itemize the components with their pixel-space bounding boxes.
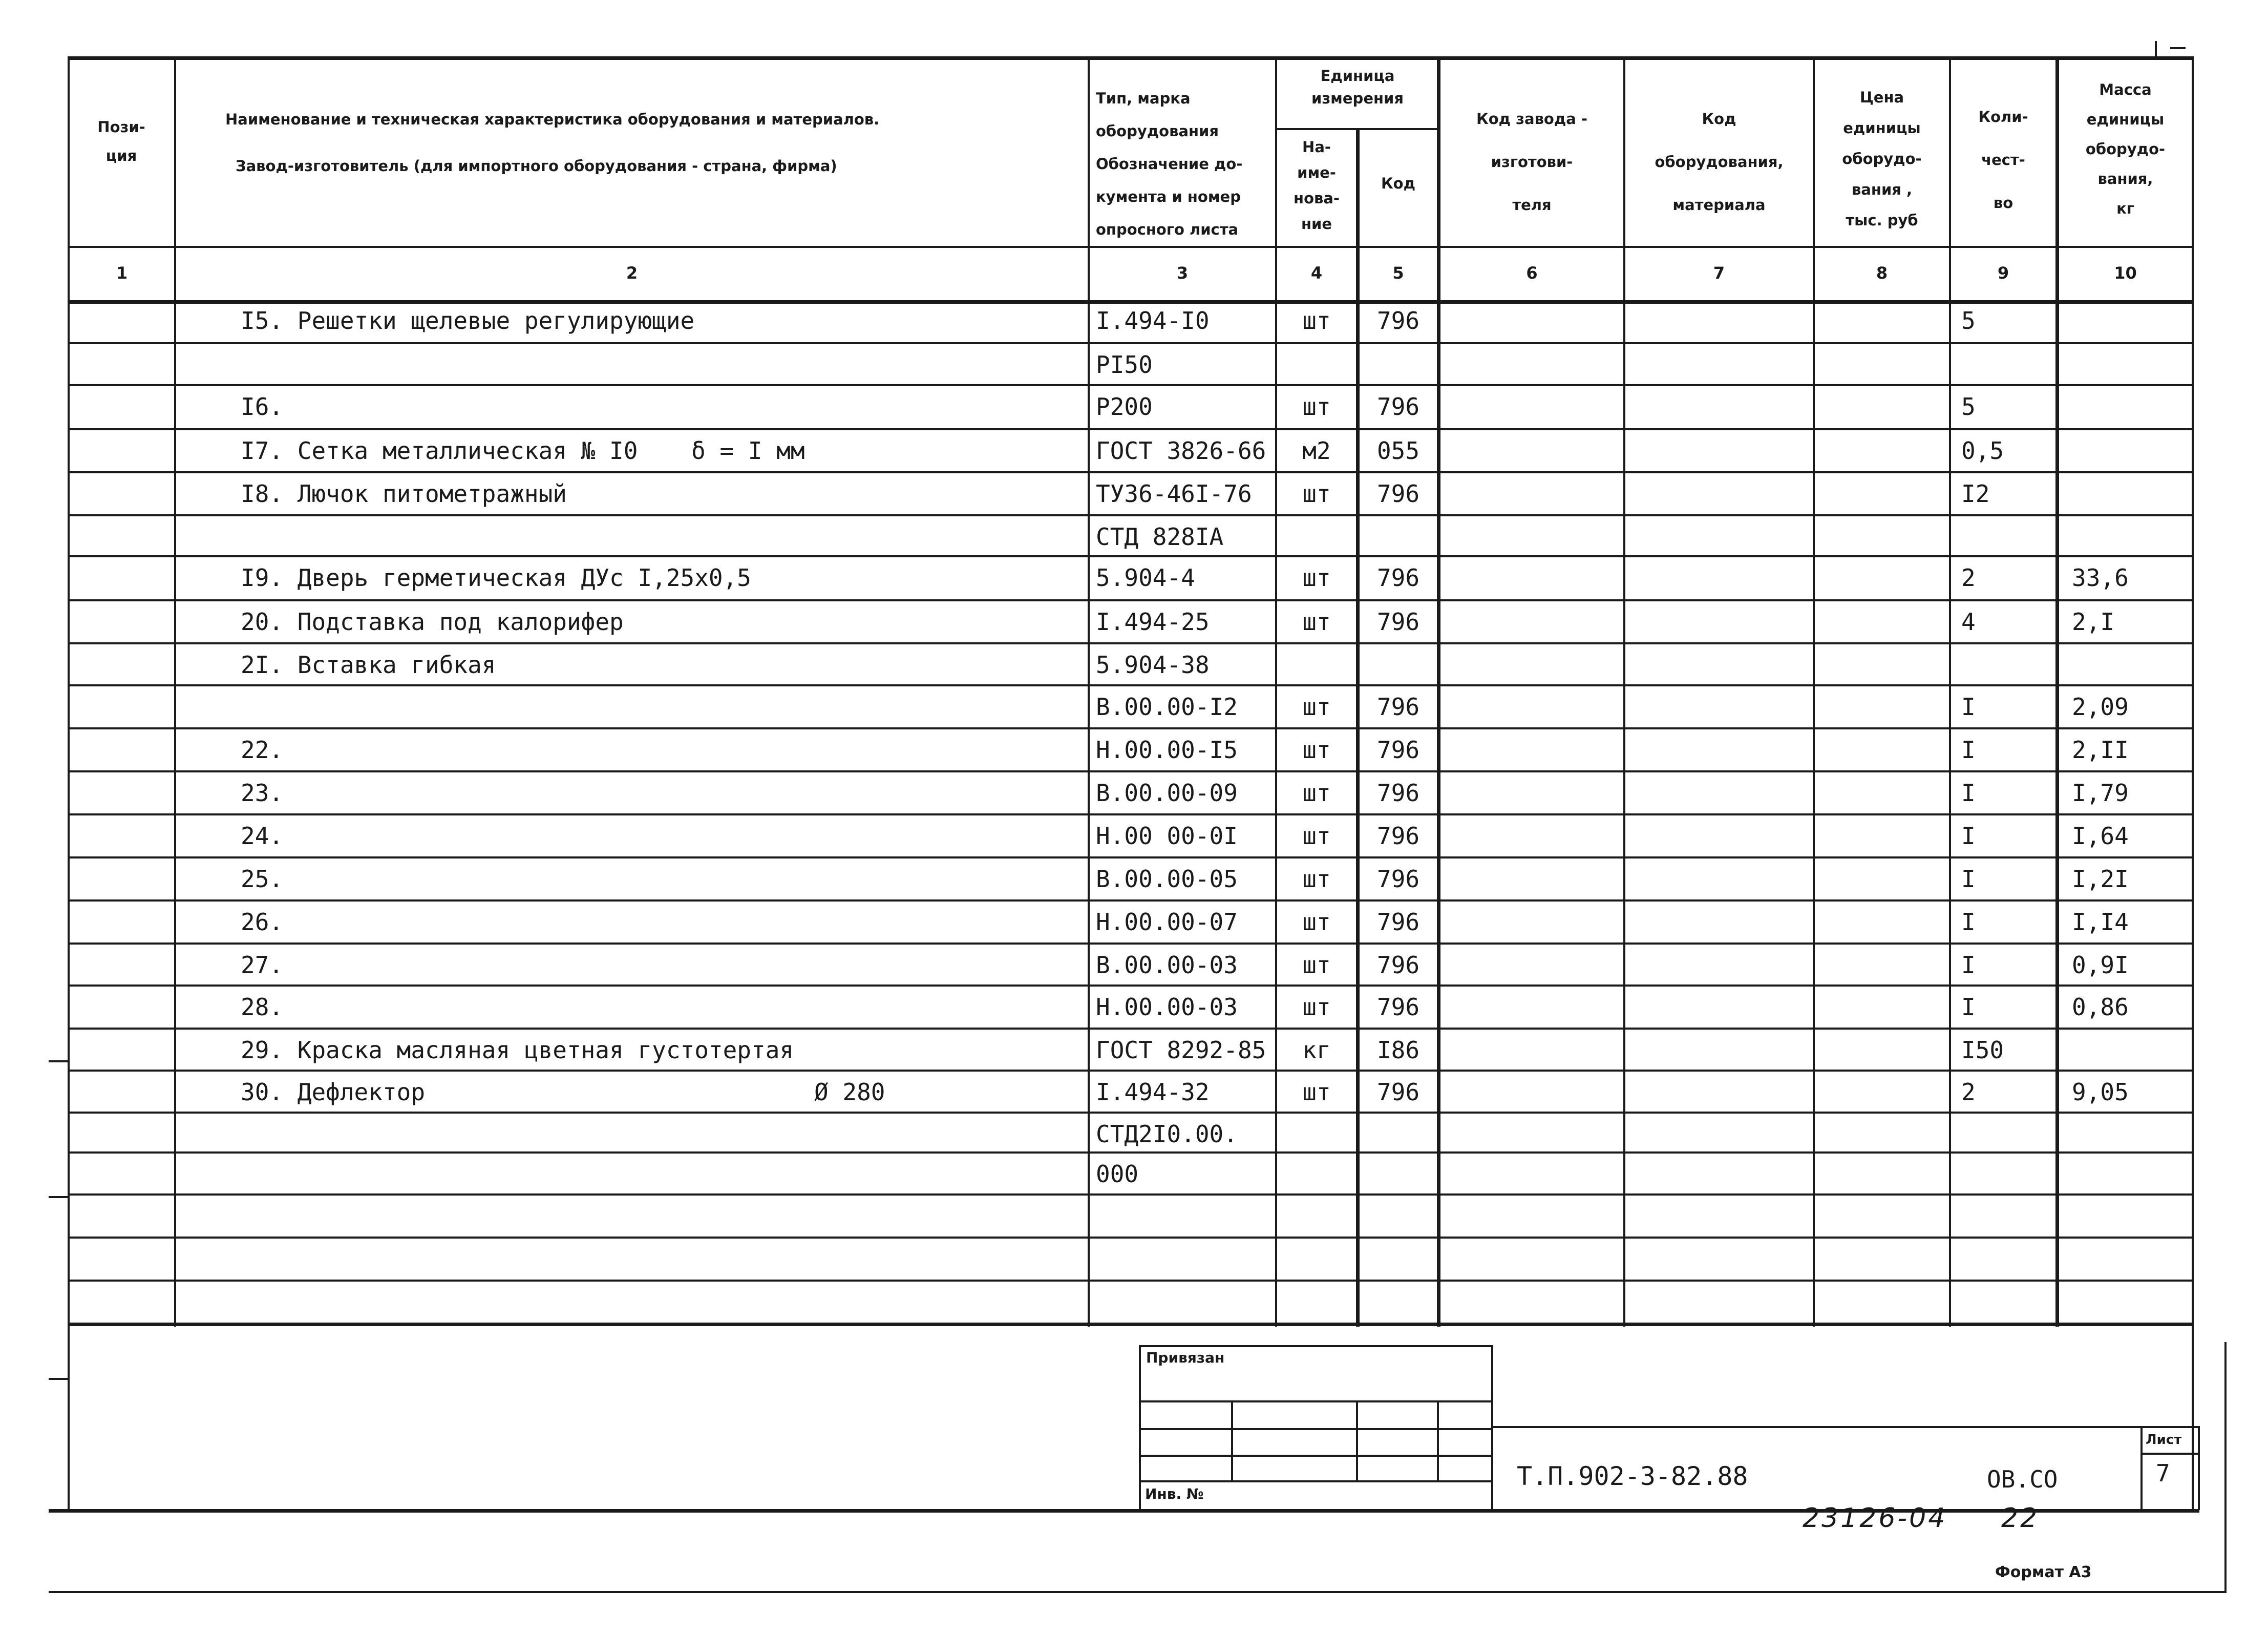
document-code: Т.П.902-3-82.88 [1517, 1461, 1748, 1491]
header-type-line5: опросного листа [1096, 221, 1239, 238]
cell-type: 5.904-38 [1096, 651, 1210, 679]
cell-code: I86 [1376, 1036, 1420, 1064]
cell-type: 000 [1096, 1160, 1139, 1188]
cell-unit: шт [1302, 779, 1331, 807]
column-number: 3 [1176, 263, 1189, 283]
cell-qty: 2 [1961, 564, 1976, 592]
row-separator [68, 471, 2194, 473]
cell-code: 796 [1376, 736, 1420, 764]
header-qty-line2: чест- [1981, 151, 2025, 169]
cell-type: СТД2I0.00. [1096, 1120, 1238, 1148]
cell-code: 796 [1376, 480, 1420, 508]
cell-name: 2I. Вставка гибкая [241, 651, 496, 679]
header-mass-line2: единицы [2086, 111, 2165, 128]
cell-qty: 4 [1961, 608, 1976, 636]
header-unit-line2: измерения [1311, 90, 1404, 107]
cell-qty: I [1961, 951, 1976, 979]
cell-name: I7. Сетка металлическая № I0 [241, 437, 638, 465]
cell-unit: шт [1302, 822, 1331, 850]
cell-qty: I [1961, 736, 1976, 764]
cell-code: 796 [1376, 564, 1420, 592]
cell-type: B.00.00-03 [1096, 951, 1238, 979]
cell-unit: шт [1302, 393, 1331, 421]
cell-type: B.00.00-09 [1096, 779, 1238, 807]
cell-type: 5.904-4 [1096, 564, 1195, 592]
cell-unit: шт [1302, 693, 1331, 721]
column-number: 8 [1876, 263, 1888, 283]
cell-mass: 2,I [2072, 608, 2115, 636]
column-number: 6 [1526, 263, 1538, 283]
cell-qty: I [1961, 993, 1976, 1021]
cell-type: ТУ36-46I-76 [1096, 480, 1252, 508]
sheet-label: Лист [2146, 1432, 2182, 1448]
cell-code: 796 [1376, 1078, 1420, 1106]
cell-unit: м2 [1302, 437, 1331, 465]
cell-unit: кг [1302, 1036, 1331, 1064]
cell-mass: I,2I [2072, 865, 2129, 893]
row-separator [68, 899, 2194, 902]
cell-unit: шт [1302, 736, 1331, 764]
header-unit-name-line4: ние [1301, 215, 1332, 233]
header-mass-line4: вания, [2097, 170, 2153, 187]
cell-mass: I,I4 [2072, 908, 2129, 936]
cell-unit: шт [1302, 608, 1331, 636]
row-separator [68, 342, 2194, 344]
cell-type: H.00 00-0I [1096, 822, 1238, 850]
column-number: 10 [2114, 263, 2137, 283]
cell-type: ГОСТ 8292-85 [1096, 1036, 1266, 1064]
cell-code: 796 [1376, 865, 1420, 893]
cell-mass: 0,86 [2072, 993, 2129, 1021]
header-price-line3: оборудо- [1842, 150, 1922, 167]
header-unit-name-line2: име- [1297, 164, 1336, 181]
cell-code: 055 [1376, 437, 1420, 465]
cell-unit: шт [1302, 480, 1331, 508]
column-number: 7 [1713, 263, 1725, 283]
column-number: 1 [116, 263, 128, 283]
column-number: 5 [1392, 263, 1404, 283]
header-type-line3: Обозначение до- [1096, 155, 1243, 173]
row-separator [68, 555, 2194, 557]
row-separator [68, 1237, 2194, 1239]
column-number: 9 [1997, 263, 2009, 283]
cell-qty: 0,5 [1961, 437, 2004, 465]
row-separator [68, 1070, 2194, 1072]
cell-type: H.00.00-03 [1096, 993, 1238, 1021]
section-code: ОВ.СО [1987, 1465, 2058, 1493]
header-equipment-code-line1: Код [1702, 110, 1736, 128]
header-price-line2: единицы [1843, 119, 1921, 137]
cell-name: 25. [241, 865, 284, 893]
bound-label: Привязан [1146, 1349, 1225, 1366]
column-number: 2 [626, 263, 638, 283]
page-number: 22 [2001, 1503, 2040, 1534]
header-equipment-code-line3: материала [1672, 196, 1766, 214]
cell-qty: I [1961, 865, 1976, 893]
header-name-line1: Наименование и техническая характеристика оборудования и материалов. [225, 111, 880, 128]
column-number: 4 [1310, 263, 1323, 283]
cell-extra: Ø 280 [814, 1078, 885, 1106]
cell-type: ГОСТ 3826-66 [1096, 437, 1266, 465]
row-separator [68, 1028, 2194, 1030]
cell-code: 796 [1376, 779, 1420, 807]
cell-mass: 2,II [2072, 736, 2129, 764]
cell-code: 796 [1376, 993, 1420, 1021]
cell-name: I8. Лючок питометражный [241, 480, 567, 508]
cell-name: 29. Краска масляная цветная густотертая [241, 1036, 794, 1064]
cell-type: СТД 828IA [1096, 523, 1224, 551]
cell-unit: шт [1302, 865, 1331, 893]
header-factory-code-line2: изготови- [1491, 153, 1573, 171]
cell-type: P200 [1096, 393, 1153, 421]
inventory-number-label: Инв. № [1145, 1485, 1204, 1502]
cell-type: B.00.00-I2 [1096, 693, 1238, 721]
header-type-line2: оборудования [1096, 122, 1219, 140]
cell-mass: 0,9I [2072, 951, 2129, 979]
cell-unit: шт [1302, 307, 1331, 334]
cell-qty: I [1961, 693, 1976, 721]
cell-qty: I [1961, 908, 1976, 936]
cell-unit: шт [1302, 951, 1331, 979]
cell-code: 796 [1376, 908, 1420, 936]
row-separator [68, 684, 2194, 686]
header-factory-code-line3: теля [1512, 196, 1552, 214]
cell-qty: I [1961, 822, 1976, 850]
header-type-line4: кумента и номер [1096, 188, 1241, 205]
cell-unit: шт [1302, 993, 1331, 1021]
header-unit-code: Код [1381, 175, 1416, 192]
row-separator [68, 856, 2194, 858]
cell-name: 30. Дефлектор [241, 1078, 426, 1106]
cell-name: 26. [241, 908, 284, 936]
cell-qty: 5 [1961, 393, 1976, 421]
row-separator [68, 727, 2194, 729]
cell-name: 23. [241, 779, 284, 807]
row-separator [68, 642, 2194, 644]
cell-code: 796 [1376, 307, 1420, 334]
cell-qty: I2 [1961, 480, 1990, 508]
row-separator [68, 1151, 2194, 1154]
header-unit-line1: Единица [1320, 67, 1395, 85]
row-separator [68, 1193, 2194, 1196]
cell-type: B.00.00-05 [1096, 865, 1238, 893]
cell-code: 796 [1376, 951, 1420, 979]
cell-qty: I [1961, 779, 1976, 807]
cell-code: 796 [1376, 822, 1420, 850]
cell-name: 28. [241, 993, 284, 1021]
header-position-line1: Пози- [97, 118, 145, 136]
header-mass-line5: кг [2116, 200, 2134, 217]
row-separator [68, 514, 2194, 516]
row-separator [68, 599, 2194, 601]
header-factory-code-line1: Код завода - [1476, 110, 1587, 128]
cell-unit: шт [1302, 564, 1331, 592]
cell-type: I.494-32 [1096, 1078, 1210, 1106]
cell-code: 796 [1376, 393, 1420, 421]
row-separator [68, 428, 2194, 430]
header-price-line5: тыс. руб [1846, 212, 1918, 229]
cell-name: 27. [241, 951, 284, 979]
row-separator [68, 1112, 2194, 1114]
cell-name: 20. Подставка под калорифер [241, 608, 624, 636]
header-qty-line1: Коли- [1978, 108, 2028, 125]
cell-code: 796 [1376, 693, 1420, 721]
header-unit-name-line1: На- [1302, 138, 1331, 156]
row-separator [68, 984, 2194, 987]
header-type-line1: Тип, марка [1096, 90, 1191, 107]
header-mass-line3: оборудо- [2085, 140, 2166, 158]
cell-mass: I,64 [2072, 822, 2129, 850]
cell-name: I5. Решетки щелевые регулирующие [241, 307, 695, 334]
cell-mass: 2,09 [2072, 693, 2129, 721]
header-qty-line3: во [1993, 194, 2013, 212]
cell-unit: шт [1302, 1078, 1331, 1106]
row-separator [68, 1280, 2194, 1282]
row-separator [68, 384, 2194, 386]
header-position-line2: ция [105, 147, 137, 164]
cell-name: 24. [241, 822, 284, 850]
header-name-line2: Завод-изготовитель (для импортного оборудования - страна, фирма) [236, 157, 837, 175]
archive-number: 23126-04 [1803, 1503, 1947, 1534]
cell-unit: шт [1302, 908, 1331, 936]
cell-name: I9. Дверь герметическая ДУс I,25x0,5 [241, 564, 751, 592]
cell-type: PI50 [1096, 351, 1153, 379]
row-separator [68, 813, 2194, 815]
row-separator [68, 770, 2194, 772]
row-separator [68, 942, 2194, 945]
cell-code: 796 [1376, 608, 1420, 636]
cell-type: H.00.00-07 [1096, 908, 1238, 936]
cell-mass: I,79 [2072, 779, 2129, 807]
header-price-line1: Цена [1859, 89, 1904, 106]
header-unit-name-line3: нова- [1294, 190, 1340, 207]
format-label: Формат А3 [1995, 1563, 2092, 1581]
header-equipment-code-line2: оборудования, [1655, 153, 1784, 171]
header-mass-line1: Масса [2099, 81, 2152, 98]
cell-qty: 2 [1961, 1078, 1976, 1106]
cell-type: I.494-I0 [1096, 307, 1210, 334]
cell-type: I.494-25 [1096, 608, 1210, 636]
cell-mass: 33,6 [2072, 564, 2129, 592]
cell-qty: I50 [1961, 1036, 2004, 1064]
cell-name: 22. [241, 736, 284, 764]
cell-qty: 5 [1961, 307, 1976, 334]
cell-type: H.00.00-I5 [1096, 736, 1238, 764]
sheet-number: 7 [2156, 1459, 2170, 1487]
cell-name: I6. [241, 393, 284, 421]
cell-extra: δ = I мм [691, 437, 805, 465]
cell-mass: 9,05 [2072, 1078, 2129, 1106]
header-price-line4: вания , [1851, 181, 1912, 198]
